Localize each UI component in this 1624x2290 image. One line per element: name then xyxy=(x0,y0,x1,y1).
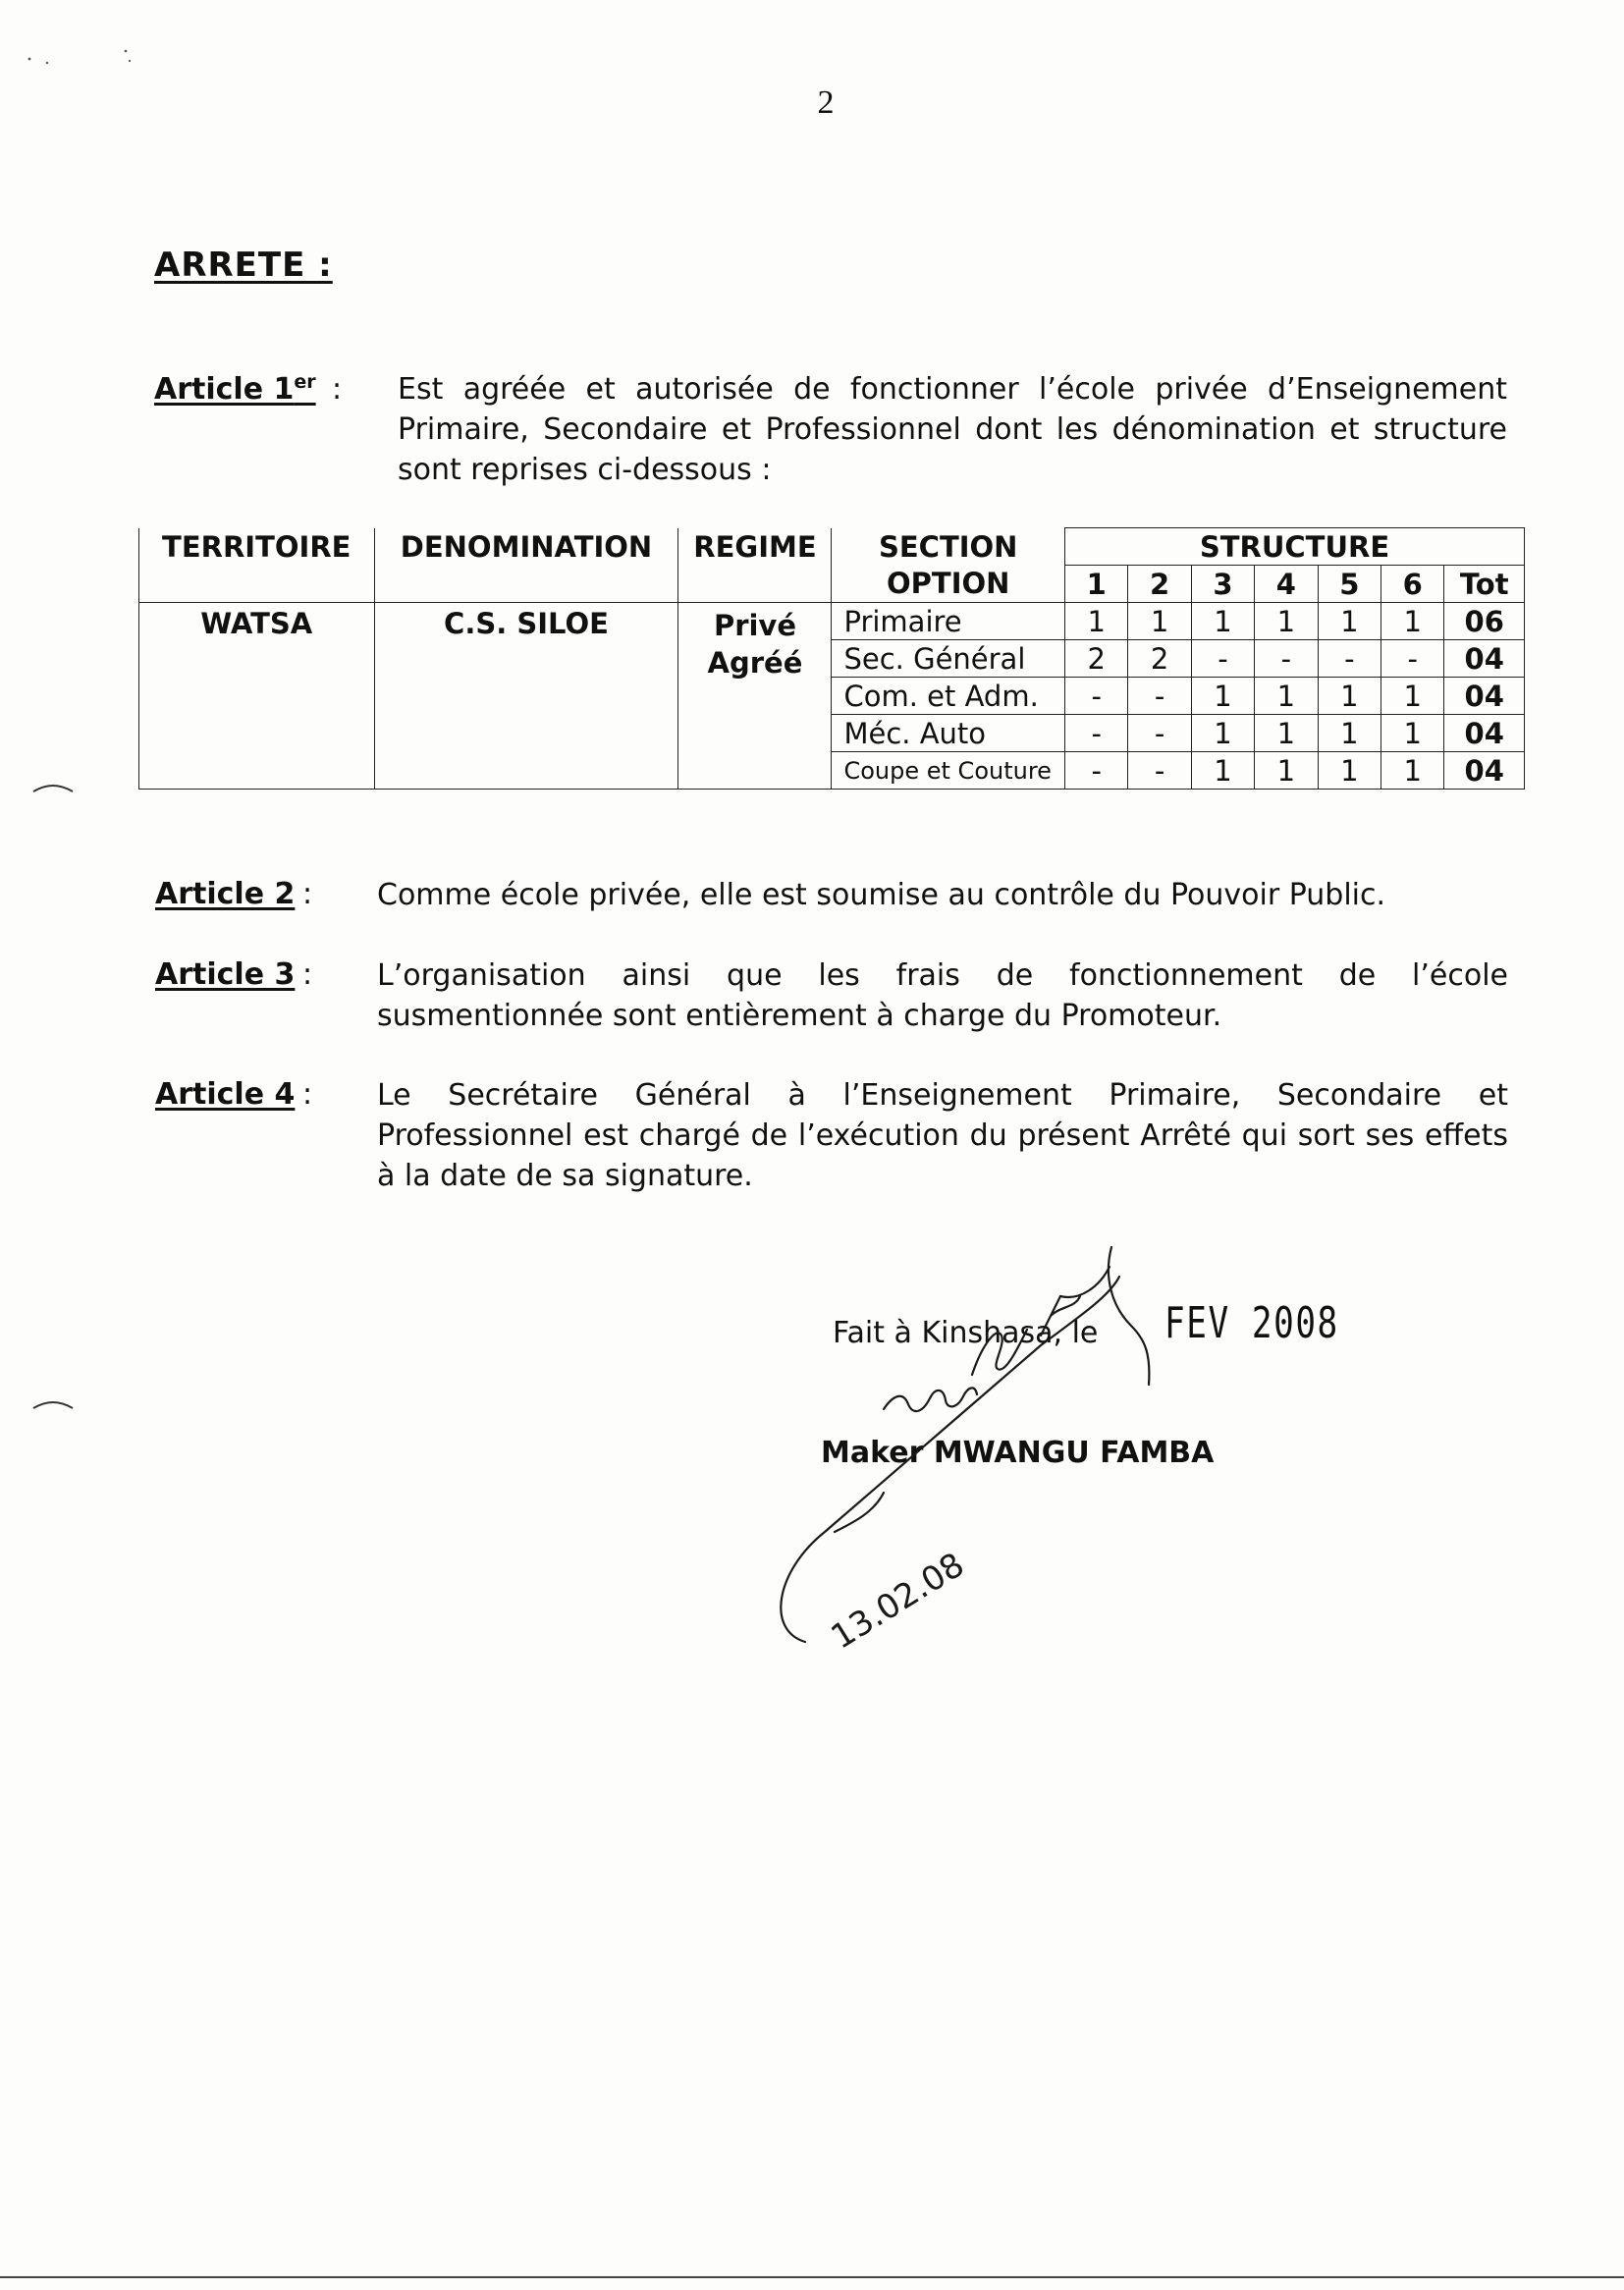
value-cell: 1 xyxy=(1064,603,1127,640)
value-cell: 1 xyxy=(1381,678,1444,715)
header-section: SECTION xyxy=(832,528,1065,566)
header-year-4: 4 xyxy=(1255,566,1318,603)
article-1-colon: : xyxy=(332,372,343,407)
article-1-text: Est agréée et autorisée de fonctionner l’école privée d’Enseignement Primaire, Secondaire et Professionnel dont les dénomination et structure sont reprises ci-dessous : xyxy=(398,372,1507,487)
value-cell: 1 xyxy=(1191,678,1254,715)
article-1-label: Article 1er xyxy=(154,371,316,407)
value-cell: 1 xyxy=(1191,752,1254,790)
value-cell: 1 xyxy=(1318,678,1380,715)
bottom-scan-edge xyxy=(0,2276,1624,2278)
value-cell: - xyxy=(1381,640,1444,678)
value-cell: 1 xyxy=(1255,678,1318,715)
header-option: OPTION xyxy=(832,566,1065,603)
option-cell: Coupe et Couture xyxy=(832,752,1065,790)
article-4-label: Article 4 xyxy=(155,1077,296,1112)
header-territoire: TERRITOIRE xyxy=(139,528,375,566)
article-4-text: Le Secrétaire Général à l’Enseignement Primaire, Secondaire et Professionnel est chargé de l’exécution du présent Arrêté qui sort ses effets à la date de sa signature. xyxy=(377,1078,1508,1193)
value-cell: 1 xyxy=(1255,603,1318,640)
value-cell: - xyxy=(1064,752,1127,790)
total-cell: 06 xyxy=(1444,603,1525,640)
option-cell: Sec. Général xyxy=(832,640,1065,678)
header-structure: STRUCTURE xyxy=(1064,528,1524,566)
scan-mark xyxy=(29,1394,79,1414)
value-cell: - xyxy=(1128,678,1191,715)
table-header-row xyxy=(139,528,1525,566)
value-cell: - xyxy=(1128,752,1191,790)
page-number: 2 xyxy=(817,84,835,121)
value-cell: - xyxy=(1064,678,1127,715)
header-total: Tot xyxy=(1444,566,1525,603)
value-cell: - xyxy=(1064,715,1127,752)
handwritten-signature xyxy=(746,1237,1257,1689)
option-cell: Com. et Adm. xyxy=(832,678,1065,715)
total-cell: 04 xyxy=(1444,752,1525,790)
value-cell: 2 xyxy=(1064,640,1127,678)
regime-line-1: Privé xyxy=(713,609,797,642)
value-cell: 1 xyxy=(1318,603,1380,640)
header-year-1: 1 xyxy=(1064,566,1127,603)
value-cell: - xyxy=(1191,640,1254,678)
header-year-6: 6 xyxy=(1381,566,1444,603)
value-cell: 1 xyxy=(1191,715,1254,752)
article-2-colon: : xyxy=(302,877,313,911)
header-regime: REGIME xyxy=(678,528,832,566)
value-cell: 1 xyxy=(1318,752,1380,790)
article-3-text: L’organisation ainsi que les frais de fonctionnement de l’école susmentionnée sont entièrement à charge du Promoteur. xyxy=(377,958,1508,1033)
header-denomination: DENOMINATION xyxy=(374,528,678,566)
article-3-colon: : xyxy=(302,957,313,992)
header-year-5: 5 xyxy=(1318,566,1380,603)
table-subheader-row xyxy=(139,566,1525,603)
value-cell: 1 xyxy=(1381,603,1444,640)
value-cell: 1 xyxy=(1255,752,1318,790)
header-year-3: 3 xyxy=(1191,566,1254,603)
value-cell: 1 xyxy=(1128,603,1191,640)
value-cell: - xyxy=(1318,640,1380,678)
value-cell: 1 xyxy=(1191,603,1254,640)
value-cell: 1 xyxy=(1381,752,1444,790)
scan-specks xyxy=(20,39,137,79)
scan-mark xyxy=(29,778,79,797)
date-stamp: FEV 2008 xyxy=(1164,1298,1339,1348)
place-and-date: Fait à Kinshasa, le xyxy=(833,1316,1099,1350)
handwritten-date: 13.02.08 xyxy=(824,1545,972,1658)
total-cell: 04 xyxy=(1444,640,1525,678)
table-row xyxy=(139,603,1525,640)
value-cell: 1 xyxy=(1318,715,1380,752)
header-year-2: 2 xyxy=(1128,566,1191,603)
article-4-colon: : xyxy=(302,1077,313,1112)
value-cell: 2 xyxy=(1128,640,1191,678)
article-2-text: Comme école privée, elle est soumise au contrôle du Pouvoir Public. xyxy=(377,878,1386,912)
article-3-label: Article 3 xyxy=(155,957,296,992)
total-cell: 04 xyxy=(1444,678,1525,715)
signer-name: Maker MWANGU FAMBA xyxy=(821,1436,1215,1470)
value-cell: 1 xyxy=(1381,715,1444,752)
regime-line-2: Agréé xyxy=(707,646,803,680)
value-cell: 1 xyxy=(1255,715,1318,752)
denomination-cell: C.S. SILOE xyxy=(374,603,678,790)
school-structure-table xyxy=(138,527,1525,790)
total-cell: 04 xyxy=(1444,715,1525,752)
regime-cell xyxy=(678,603,832,790)
article-2-label: Article 2 xyxy=(155,877,296,911)
decree-heading: ARRETE : xyxy=(154,245,333,285)
territoire-cell: WATSA xyxy=(139,603,375,790)
option-cell: Primaire xyxy=(832,603,1065,640)
option-cell: Méc. Auto xyxy=(832,715,1065,752)
value-cell: - xyxy=(1255,640,1318,678)
value-cell: - xyxy=(1128,715,1191,752)
